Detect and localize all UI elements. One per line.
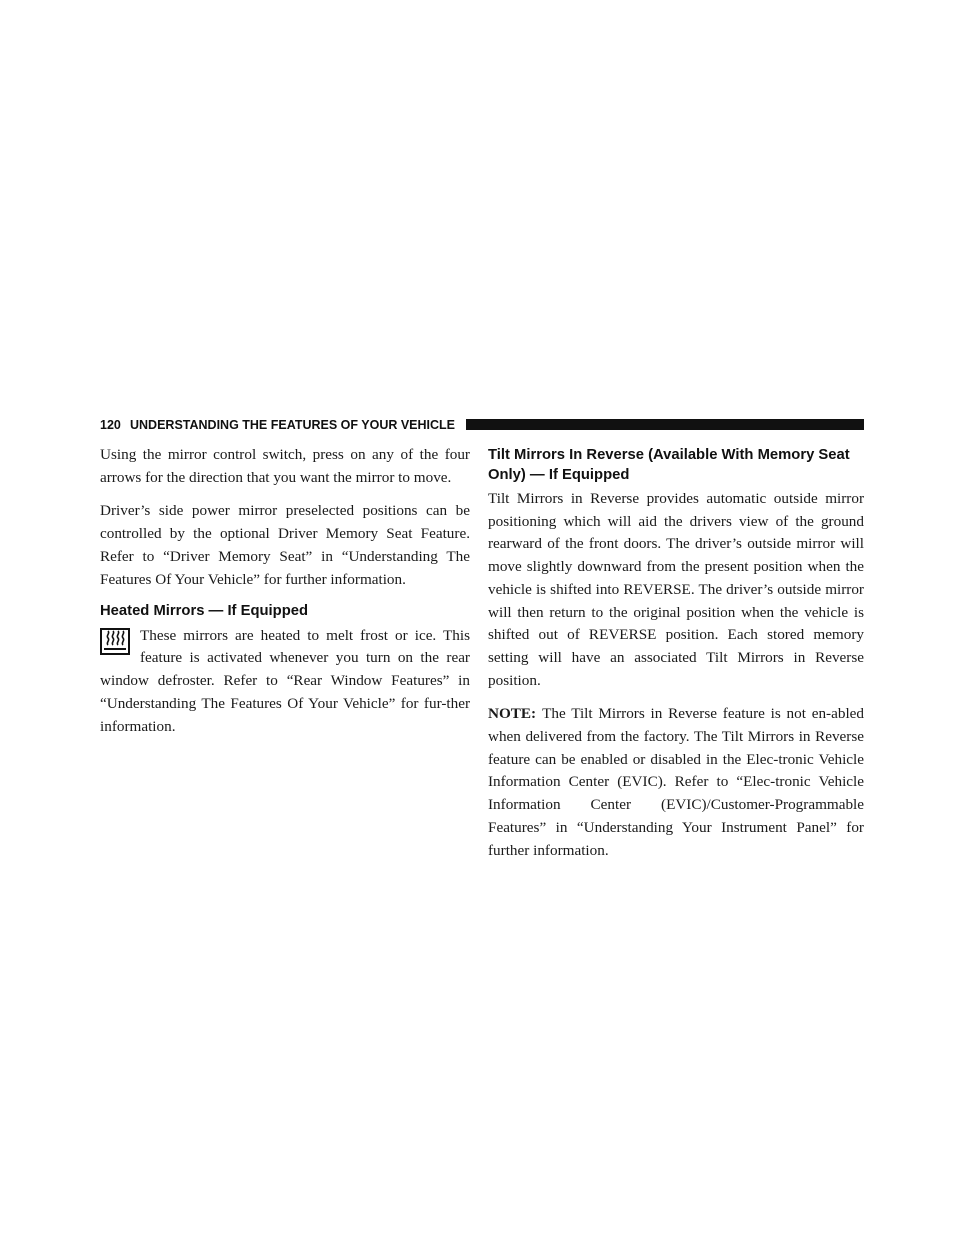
tilt-mirrors-paragraph: Tilt Mirrors in Reverse provides automatic outside mirror positioning which will aid the drivers view of the ground rearward of the front doors. The driver’s outside mirror will move slightly downward from the present position when the vehicle is shifted into REVERSE. The driver’s outside mirror will then return to the original position when the vehicle is shifted out of REVERSE position. Each stored memory setting will have an associated Tilt Mirrors in Reverse position. (488, 490, 864, 689)
rear-defroster-icon (100, 628, 130, 655)
note-label: NOTE: (488, 705, 537, 723)
note-text: The Tilt Mirrors in Reverse feature is not en-abled when delivered from the factory. The Tilt Mirrors in Reverse feature can be enabled or disabled in the Elec-tronic Vehicle Information Center (EVIC). Refer to “Elec-tronic Vehicle Information Center (EVIC)/Customer-Programmable Features” in “Understanding Your Instrument Panel” for further information. (488, 705, 864, 859)
memory-seat-paragraph: Driver’s side power mirror preselected positions can be controlled by the optional Driver Memory Seat Feature. Refer to “Driver Memory Seat” in “Understanding The Features Of Your Vehicle” for further information. (100, 502, 470, 588)
heated-mirrors-heading: Heated Mirrors — If Equipped (100, 603, 309, 620)
left-column (100, 444, 470, 749)
page-header (100, 416, 864, 436)
tilt-mirrors-heading: Tilt Mirrors In Reverse (Available With Memory Seat Only) — If Equipped (488, 447, 850, 483)
header-rule (466, 419, 864, 430)
note-paragraph (488, 703, 864, 862)
mirror-control-paragraph: Using the mirror control switch, press on any of the four arrows for the direction that you want the mirror to move. (100, 446, 470, 486)
right-column (488, 444, 864, 873)
heated-mirrors-paragraph: These mirrors are heated to melt frost or ice. This feature is activated whenever you turn on the rear window defroster. Refer to “Rear Window Features” in “Understanding The Features Of Your Vehicle” for fur-ther information. (100, 626, 470, 735)
heated-mirrors-section (100, 625, 470, 739)
section-title: UNDERSTANDING THE FEATURES OF YOUR VEHICLE (130, 418, 456, 432)
page-number: 120 (100, 418, 121, 432)
